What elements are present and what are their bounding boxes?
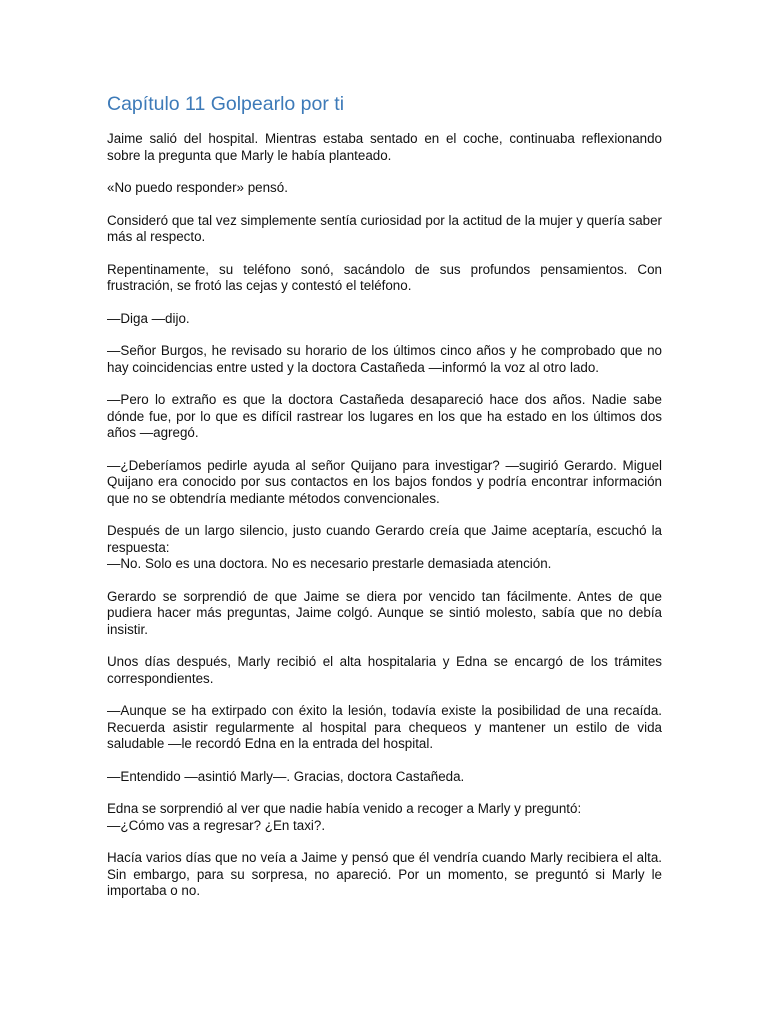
paragraph xyxy=(107,392,662,442)
paragraph-line: Consideró que tal vez simplemente sentía curiosidad por la actitud de la mujer y quería saber más al respecto. xyxy=(107,212,662,244)
paragraph xyxy=(107,131,662,164)
chapter-title: Capítulo 11 Golpearlo por ti xyxy=(107,93,345,115)
paragraph xyxy=(107,801,662,834)
paragraph xyxy=(107,180,662,197)
paragraph xyxy=(107,262,662,295)
paragraph-line: Edna se sorprendió al ver que nadie había venido a recoger a Marly y preguntó: xyxy=(107,801,582,816)
paragraph xyxy=(107,703,662,753)
paragraph-line: —Pero lo extraño es que la doctora Castañeda desapareció hace dos años. Nadie sabe dónde fue, por lo que es difícil rastrear los lugares en los que ha estado en los últimos dos años —agregó. xyxy=(107,392,662,440)
paragraph xyxy=(107,769,662,786)
paragraph xyxy=(107,311,662,328)
paragraph-line: Unos días después, Marly recibió el alta hospitalaria y Edna se encargó de los trámites correspondientes. xyxy=(107,654,662,686)
paragraph-line: —Entendido —asintió Marly—. Gracias, doctora Castañeda. xyxy=(107,768,465,784)
document-page xyxy=(107,92,662,916)
paragraph-line: Gerardo se sorprendió de que Jaime se diera por vencido tan fácilmente. Antes de que pudiera hacer más preguntas, Jaime colgó. Aunque se sintió molesto, sabía que no debía insistir. xyxy=(107,588,662,637)
paragraph-line: —No. Solo es una doctora. No es necesario prestarle demasiada atención. xyxy=(107,556,552,571)
paragraph-line: Después de un largo silencio, justo cuando Gerardo creía que Jaime aceptaría, escuchó la respuesta: xyxy=(107,523,662,555)
paragraph xyxy=(107,343,662,376)
paragraph-line: —Diga —dijo. xyxy=(107,310,190,326)
paragraph-line: «No puedo responder» pensó. xyxy=(107,180,288,195)
paragraph xyxy=(107,654,662,687)
paragraph-line: Hacía varios días que no veía a Jaime y pensó que él vendría cuando Marly recibiera el alta. Sin embargo, para su sorpresa, no apareció. Por un momento, se preguntó si Marly le importaba o no. xyxy=(107,850,662,898)
paragraph-line: —Aunque se ha extirpado con éxito la lesión, todavía existe la posibilidad de una recaída. Recuerda asistir regularmente al hospital para chequeos y mantener un estilo de vida saludable —le recordó Edna en la entrada del hospital. xyxy=(107,703,662,751)
paragraph xyxy=(107,589,662,639)
chapter-body xyxy=(107,131,662,900)
paragraph xyxy=(107,850,662,900)
paragraph-line: Repentinamente, su teléfono sonó, sacándolo de sus profundos pensamientos. Con frustración, se frotó las cejas y contestó el teléfono. xyxy=(107,261,662,293)
paragraph-line: Jaime salió del hospital. Mientras estaba sentado en el coche, continuaba reflexionando sobre la pregunta que Marly le había planteado. xyxy=(107,131,662,163)
paragraph-line: —¿Deberíamos pedirle ayuda al señor Quijano para investigar? —sugirió Gerardo. Miguel Quijano era conocido por sus contactos en los bajos fondos y podría encontrar información que no se obtendría mediante métodos convencionales. xyxy=(107,457,662,506)
paragraph xyxy=(107,523,662,573)
paragraph-line: —¿Cómo vas a regresar? ¿En taxi?. xyxy=(107,817,326,833)
paragraph xyxy=(107,458,662,508)
paragraph xyxy=(107,213,662,246)
paragraph-line: —Señor Burgos, he revisado su horario de los últimos cinco años y he comprobado que no hay coincidencias entre usted y la doctora Castañeda —informó la voz al otro lado. xyxy=(107,343,662,375)
